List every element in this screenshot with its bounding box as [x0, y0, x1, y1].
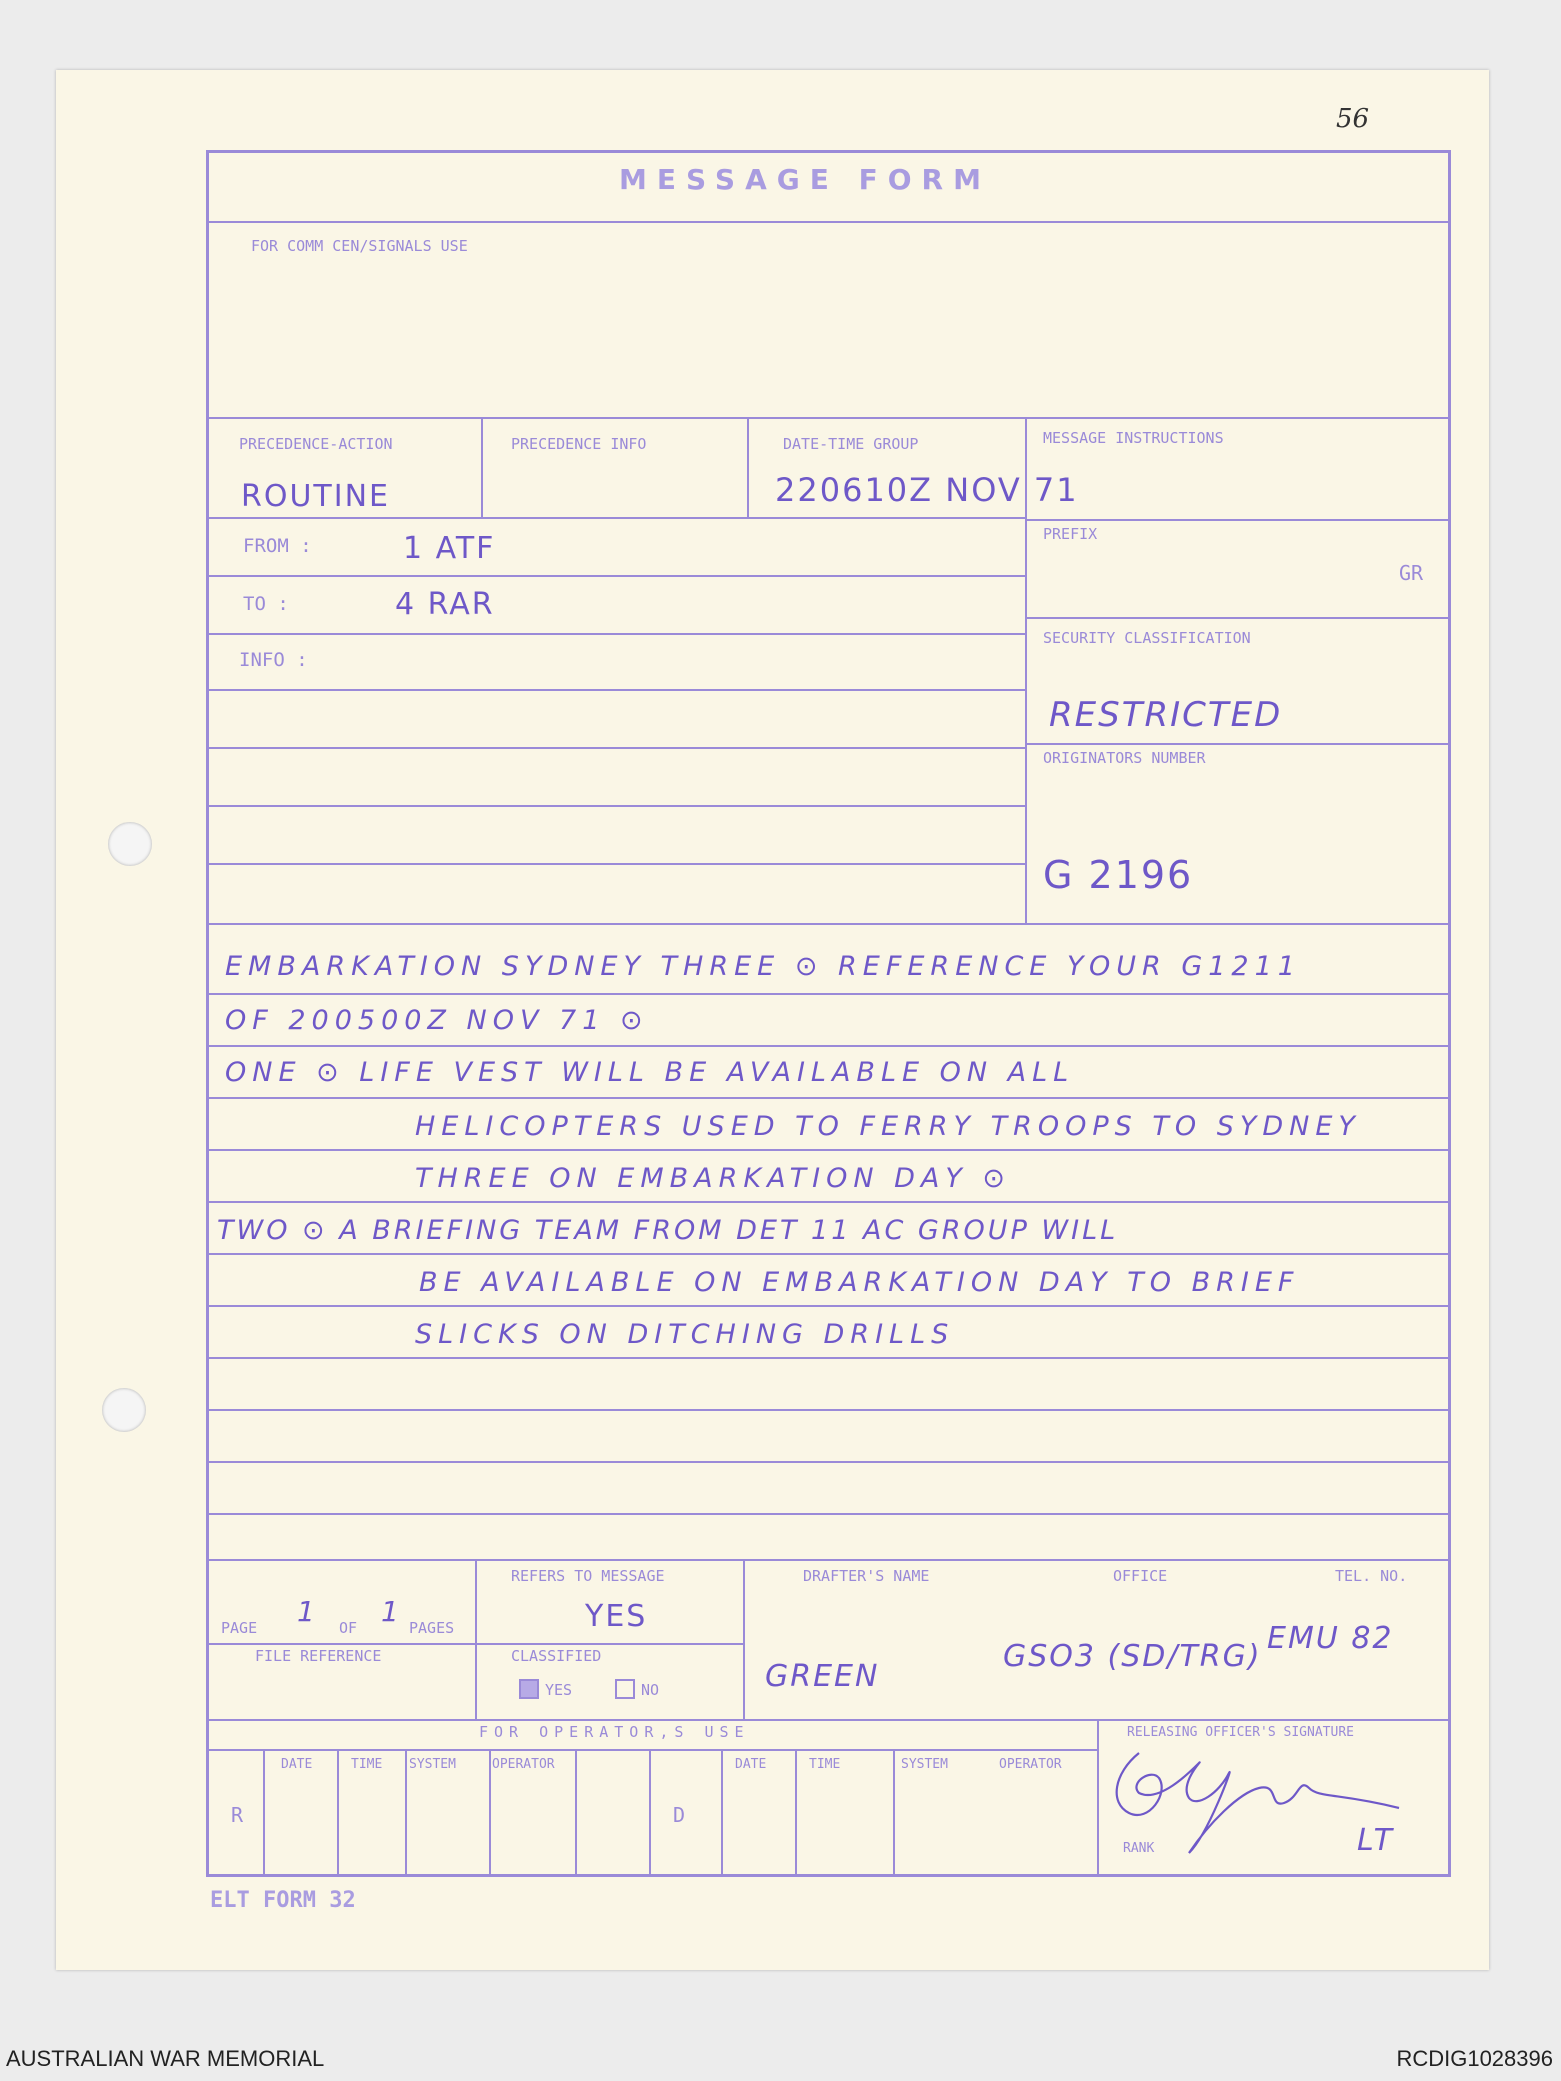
divider	[721, 1749, 723, 1877]
divider	[209, 517, 1025, 519]
divider	[1025, 519, 1448, 521]
divider	[337, 1749, 339, 1877]
message-line: SLICKS ON DITCHING DRILLS	[415, 1319, 955, 1350]
divider	[481, 417, 483, 517]
ruled-line	[209, 1253, 1448, 1255]
op-col-operator-2: OPERATOR	[999, 1757, 1062, 1772]
footer-catalog-id: RCDIG1028396	[1396, 2046, 1553, 2071]
divider	[209, 1749, 1097, 1751]
page-label: PAGE	[221, 1619, 258, 1637]
ruled-line	[209, 1201, 1448, 1203]
message-line: TWO ⊙ A BRIEFING TEAM FROM DET 11 AC GROUP WILL	[217, 1215, 1119, 1246]
precedence-action-label: PRECEDENCE-ACTION	[239, 435, 393, 453]
op-col-time-2: TIME	[809, 1757, 841, 1772]
form-number: ELT FORM 32	[210, 1888, 356, 1913]
file-reference-label: FILE REFERENCE	[255, 1647, 382, 1665]
originators-number-label: ORIGINATORS NUMBER	[1043, 749, 1206, 767]
ruled-line	[209, 1305, 1448, 1307]
divider	[209, 1559, 1448, 1561]
drafters-name-label: DRAFTER'S NAME	[803, 1567, 930, 1585]
message-line: EMBARKATION SYDNEY THREE ⊙ REFERENCE YOUR G1211	[225, 951, 1301, 982]
divider	[209, 221, 1448, 223]
divider	[1025, 617, 1448, 619]
divider	[209, 805, 1025, 807]
comm-cen-label: FOR COMM CEN/SIGNALS USE	[251, 237, 468, 255]
from-value: 1 ATF	[403, 531, 496, 566]
r-label: R	[231, 1803, 244, 1827]
from-label: FROM :	[243, 535, 312, 557]
op-col-time: TIME	[351, 1757, 383, 1772]
info-label: INFO :	[239, 649, 308, 671]
gr-label: GR	[1399, 561, 1424, 585]
divider	[209, 1719, 1448, 1721]
classified-yes-label: YES	[545, 1681, 573, 1699]
divider	[209, 923, 1448, 925]
ruled-line	[209, 1409, 1448, 1411]
operators-use-label: FOR OPERATOR,S USE	[479, 1723, 750, 1741]
op-col-system: SYSTEM	[409, 1757, 456, 1772]
classified-label: CLASSIFIED	[511, 1647, 602, 1665]
of-label: OF	[339, 1619, 358, 1637]
message-line: BE AVAILABLE ON EMBARKATION DAY TO BRIEF	[419, 1267, 1300, 1298]
signature-mark	[1109, 1733, 1409, 1863]
divider	[263, 1749, 265, 1877]
ruled-line	[209, 1357, 1448, 1359]
form-title: MESSAGE FORM	[619, 163, 991, 196]
rank-label: RANK	[1123, 1841, 1155, 1856]
signature-stroke	[1117, 1753, 1399, 1853]
punch-hole-bottom	[102, 1388, 146, 1432]
precedence-info-label: PRECEDENCE INFO	[511, 435, 647, 453]
ruled-line	[209, 1045, 1448, 1047]
refers-value: YES	[585, 1599, 648, 1634]
precedence-action-value: ROUTINE	[241, 479, 390, 514]
divider	[747, 417, 749, 517]
refers-label: REFERS TO MESSAGE	[511, 1567, 665, 1585]
ruled-line	[209, 1513, 1448, 1515]
divider	[209, 1643, 743, 1645]
divider	[475, 1559, 477, 1719]
ruled-line	[209, 1149, 1448, 1151]
tel-no-value: EMU 82	[1267, 1621, 1394, 1656]
divider	[209, 863, 1025, 865]
ruled-line	[209, 993, 1448, 995]
divider	[743, 1559, 745, 1719]
date-time-group-value: 220610Z NOV 71	[775, 471, 1079, 509]
page-num-value: 1	[297, 1595, 317, 1628]
page-total-value: 1	[381, 1595, 401, 1628]
divider	[1025, 743, 1448, 745]
op-col-date: DATE	[281, 1757, 313, 1772]
op-col-date-2: DATE	[735, 1757, 767, 1772]
tel-no-label: TEL. NO.	[1335, 1567, 1408, 1585]
message-line: ONE ⊙ LIFE VEST WILL BE AVAILABLE ON ALL	[225, 1057, 1075, 1088]
punch-hole-top	[108, 822, 152, 866]
divider	[209, 633, 1025, 635]
divider	[795, 1749, 797, 1877]
ruled-line	[209, 1461, 1448, 1463]
divider	[209, 417, 1448, 419]
divider	[405, 1749, 407, 1877]
message-line: OF 200500Z NOV 71 ⊙	[225, 1005, 649, 1036]
message-form	[206, 150, 1451, 1877]
rank-value: LT	[1357, 1823, 1395, 1858]
op-col-operator: OPERATOR	[492, 1757, 555, 1772]
to-value: 4 RAR	[395, 587, 495, 622]
date-time-group-label: DATE-TIME GROUP	[783, 435, 919, 453]
message-line: THREE ON EMBARKATION DAY ⊙	[415, 1163, 1012, 1194]
message-instructions-label: MESSAGE INSTRUCTIONS	[1043, 429, 1224, 447]
footer-institution: AUSTRALIAN WAR MEMORIAL	[6, 2046, 325, 2071]
message-line: HELICOPTERS USED TO FERRY TROOPS TO SYDNEY	[415, 1111, 1361, 1142]
classified-no-checkbox[interactable]	[615, 1679, 635, 1699]
divider	[489, 1749, 491, 1877]
divider	[209, 575, 1025, 577]
divider	[893, 1749, 895, 1877]
paper-sheet	[56, 70, 1489, 1970]
security-classification-label: SECURITY CLASSIFICATION	[1043, 629, 1251, 647]
d-label: D	[673, 1803, 686, 1827]
office-label: OFFICE	[1113, 1567, 1168, 1585]
office-value: GSO3 (SD/TRG)	[1003, 1639, 1262, 1674]
op-col-system-2: SYSTEM	[901, 1757, 948, 1772]
pages-label: PAGES	[409, 1619, 455, 1637]
ruled-line	[209, 1097, 1448, 1099]
page-number: 56	[1336, 104, 1370, 134]
classified-yes-checkbox[interactable]	[519, 1679, 539, 1699]
drafters-name-value: GREEN	[765, 1659, 880, 1694]
classified-no-label: NO	[641, 1681, 660, 1699]
prefix-label: PREFIX	[1043, 525, 1098, 543]
to-label: TO :	[243, 593, 289, 615]
divider	[649, 1749, 651, 1877]
originators-number-value: G 2196	[1043, 853, 1194, 897]
divider	[1097, 1719, 1099, 1877]
divider	[209, 689, 1025, 691]
releasing-signature-label: RELEASING OFFICER'S SIGNATURE	[1127, 1725, 1354, 1740]
security-classification-value: RESTRICTED	[1049, 695, 1283, 735]
divider	[575, 1749, 577, 1877]
divider	[209, 747, 1025, 749]
